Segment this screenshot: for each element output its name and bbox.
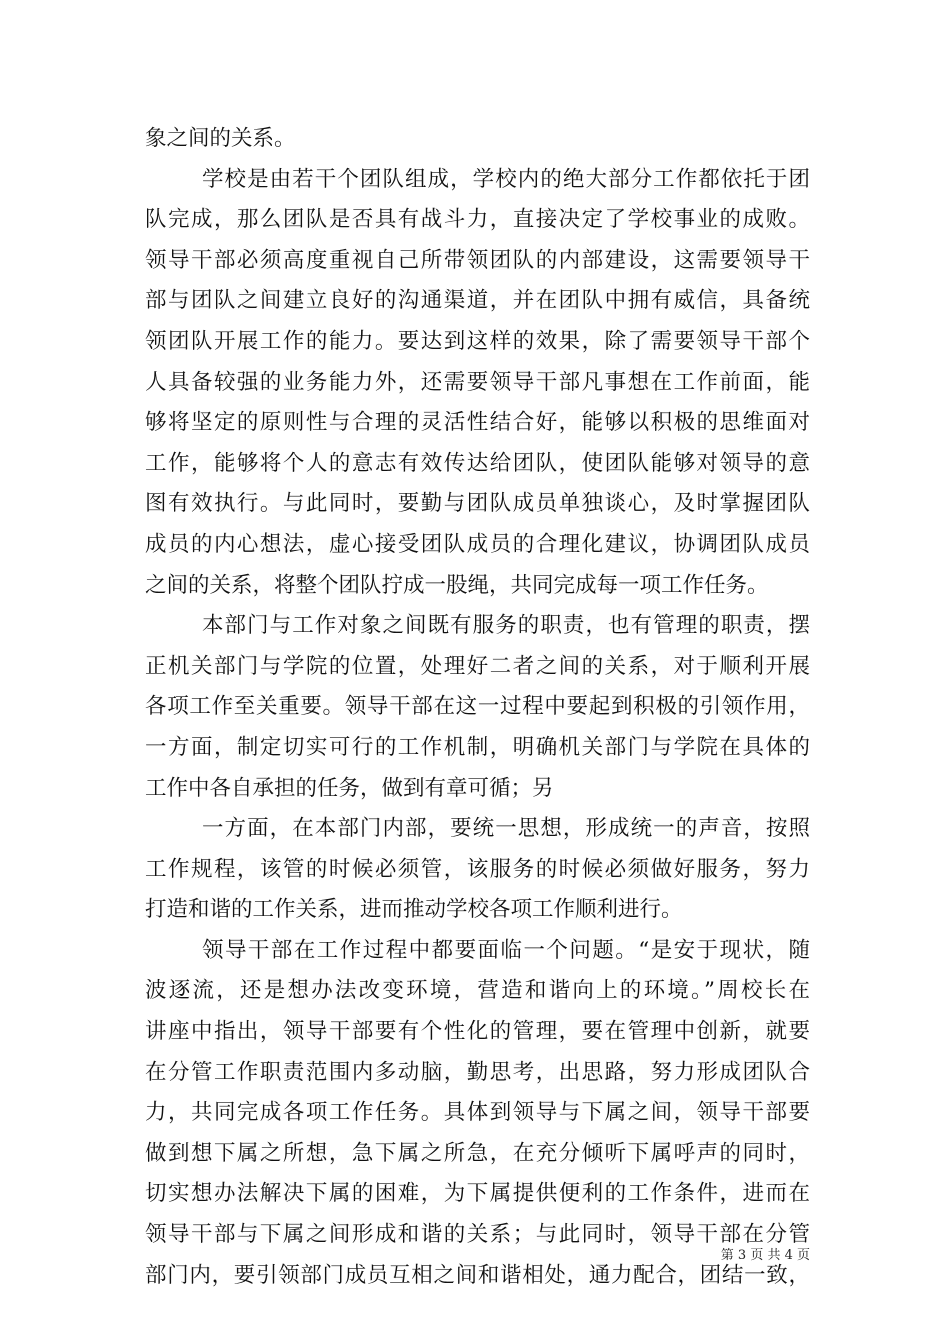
text-line: 够将坚定的原则性与合理的灵活性结合好，能够以积极的思维面对 [145,410,810,436]
text-line: 之间的关系，将整个团队拧成一股绳，共同完成每一项工作任务。 [145,572,769,598]
text-line: 部门内，要引领部门成员互相之间和谐相处，通力配合，团结一致， [145,1262,810,1288]
text-line: 领导干部与下属之间形成和谐的关系；与此同时，领导干部在分管 [145,1222,810,1248]
text-line: 部与团队之间建立良好的沟通渠道，并在团队中拥有威信，具备统 [145,288,810,314]
text-line: 工作，能够将个人的意志有效传达给团队，使团队能够对领导的意 [145,450,810,476]
text-line: 成员的内心想法，虚心接受团队成员的合理化建议，协调团队成员 [145,531,810,557]
text-line: 切实想办法解决下属的困难，为下属提供便利的工作条件，进而在 [145,1181,810,1207]
text-line: 领团队开展工作的能力。要达到这样的效果，除了需要领导干部个 [145,328,810,354]
document-body [145,119,810,1296]
text-line: 波逐流，还是想办法改变环境，营造和谐向上的环境。”周校长在 [145,978,810,1004]
text-line: 一方面，制定切实可行的工作机制，明确机关部门与学院在具体的 [145,734,810,760]
page-number: 第 3 页 共 4 页 [720,1248,810,1263]
text-line: 学校是由若干个团队组成，学校内的绝大部分工作都依托于团 [202,166,810,192]
text-line: 在分管工作职责范围内多动脑，勤思考，出思路，努力形成团队合 [145,1059,810,1085]
text-line: 讲座中指出，领导干部要有个性化的管理，要在管理中创新，就要 [145,1019,810,1045]
text-line: 领导干部必须高度重视自己所带领团队的内部建设，这需要领导干 [145,247,810,273]
text-line: 工作中各自承担的任务，做到有章可循；另 [145,775,554,801]
text-line: 象之间的关系。 [145,126,296,151]
text-line: 人具备较强的业务能力外，还需要领导干部凡事想在工作前面，能 [145,369,810,395]
text-line: 队完成，那么团队是否具有战斗力，直接决定了学校事业的成败。 [145,207,810,233]
text-line: 做到想下属之所想，急下属之所急，在充分倾听下属呼声的同时， [145,1140,810,1166]
text-line: 工作规程，该管的时候必须管，该服务的时候必须做好服务，努力 [145,856,810,882]
text-line: 各项工作至关重要。领导干部在这一过程中要起到积极的引领作用， [145,694,810,720]
text-line: 领导干部在工作过程中都要面临一个问题。“是安于现状，随 [202,937,810,963]
text-line: 图有效执行。与此同时，要勤与团队成员单独谈心，及时掌握团队 [145,491,810,517]
text-line: 本部门与工作对象之间既有服务的职责，也有管理的职责，摆 [202,613,810,639]
text-line: 一方面，在本部门内部，要统一思想，形成统一的声音，按照 [202,816,810,842]
text-line: 正机关部门与学院的位置，处理好二者之间的关系，对于顺利开展 [145,653,810,679]
text-line: 力，共同完成各项工作任务。具体到领导与下属之间，领导干部要 [145,1100,810,1126]
text-line: 打造和谐的工作关系，进而推动学校各项工作顺利进行。 [145,897,683,923]
